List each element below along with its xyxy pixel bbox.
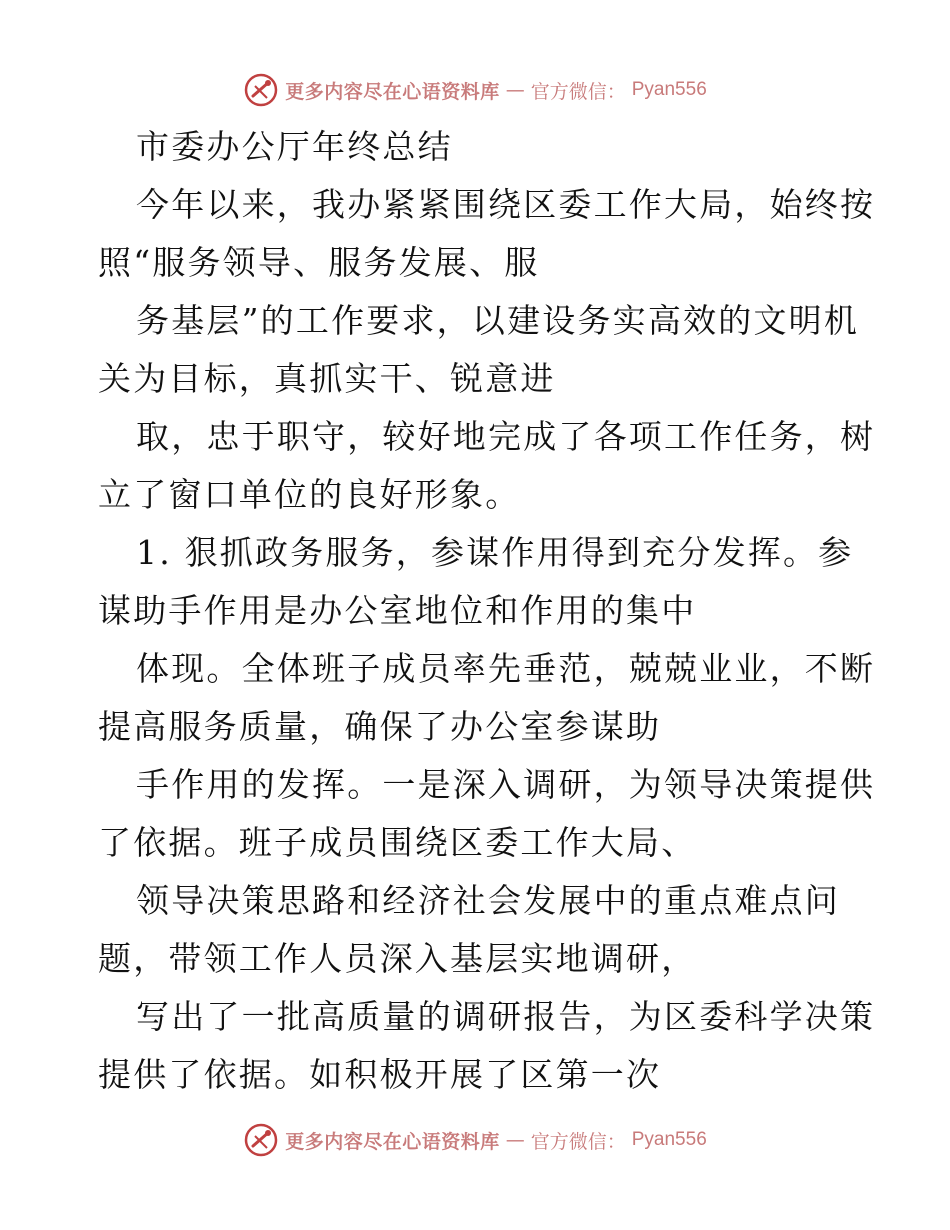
- text-line: 今年以来，我办紧紧围绕区委工作大局，始终按: [136, 185, 876, 224]
- text-line: 谋助手作用是办公室地位和作用的集中: [98, 591, 697, 630]
- watermark-text: 更多内容尽在心语资料库: [285, 1130, 500, 1153]
- watermark-id: Pyan556: [631, 1129, 707, 1150]
- text-line: 题，带领工作人员深入基层实地调研，: [98, 939, 697, 978]
- document-title: 市委办公厅年终总结: [136, 127, 453, 166]
- text-line: 取，忠于职守，较好地完成了各项工作任务，树: [136, 417, 876, 456]
- logo-icon: [243, 1122, 279, 1158]
- footer-watermark: [0, 1122, 950, 1158]
- text-line: 提高服务质量，确保了办公室参谋助: [98, 707, 662, 746]
- header-watermark: [0, 72, 950, 108]
- text-line: 领导决策思路和经济社会发展中的重点难点问: [136, 881, 840, 920]
- watermark-id: Pyan556: [631, 79, 707, 100]
- watermark-separator: —: [505, 79, 525, 101]
- text-line: 提供了依据。如积极开展了区第一次: [98, 1055, 662, 1094]
- watermark-separator: —: [505, 1129, 525, 1151]
- watermark-official: 官方微信：: [530, 80, 626, 103]
- watermark-text: 更多内容尽在心语资料库: [285, 80, 500, 103]
- text-line: 写出了一批高质量的调研报告，为区委科学决策: [136, 997, 876, 1036]
- text-line: 照“服务领导、服务发展、服: [98, 243, 540, 282]
- text-line: 1. 狠抓政务服务，参谋作用得到充分发挥。参: [136, 533, 854, 572]
- watermark-official: 官方微信：: [530, 1130, 626, 1153]
- text-line: 手作用的发挥。一是深入调研，为领导决策提供: [136, 765, 876, 804]
- text-line: 立了窗口单位的良好形象。: [98, 475, 521, 514]
- text-line: 体现。全体班子成员率先垂范，兢兢业业，不断: [136, 649, 876, 688]
- text-line: 关为目标，真抓实干、锐意进: [98, 359, 556, 398]
- logo-icon: [243, 72, 279, 108]
- text-line: 务基层”的工作要求，以建设务实高效的文明机: [136, 301, 860, 340]
- text-line: 了依据。班子成员围绕区委工作大局、: [98, 823, 697, 862]
